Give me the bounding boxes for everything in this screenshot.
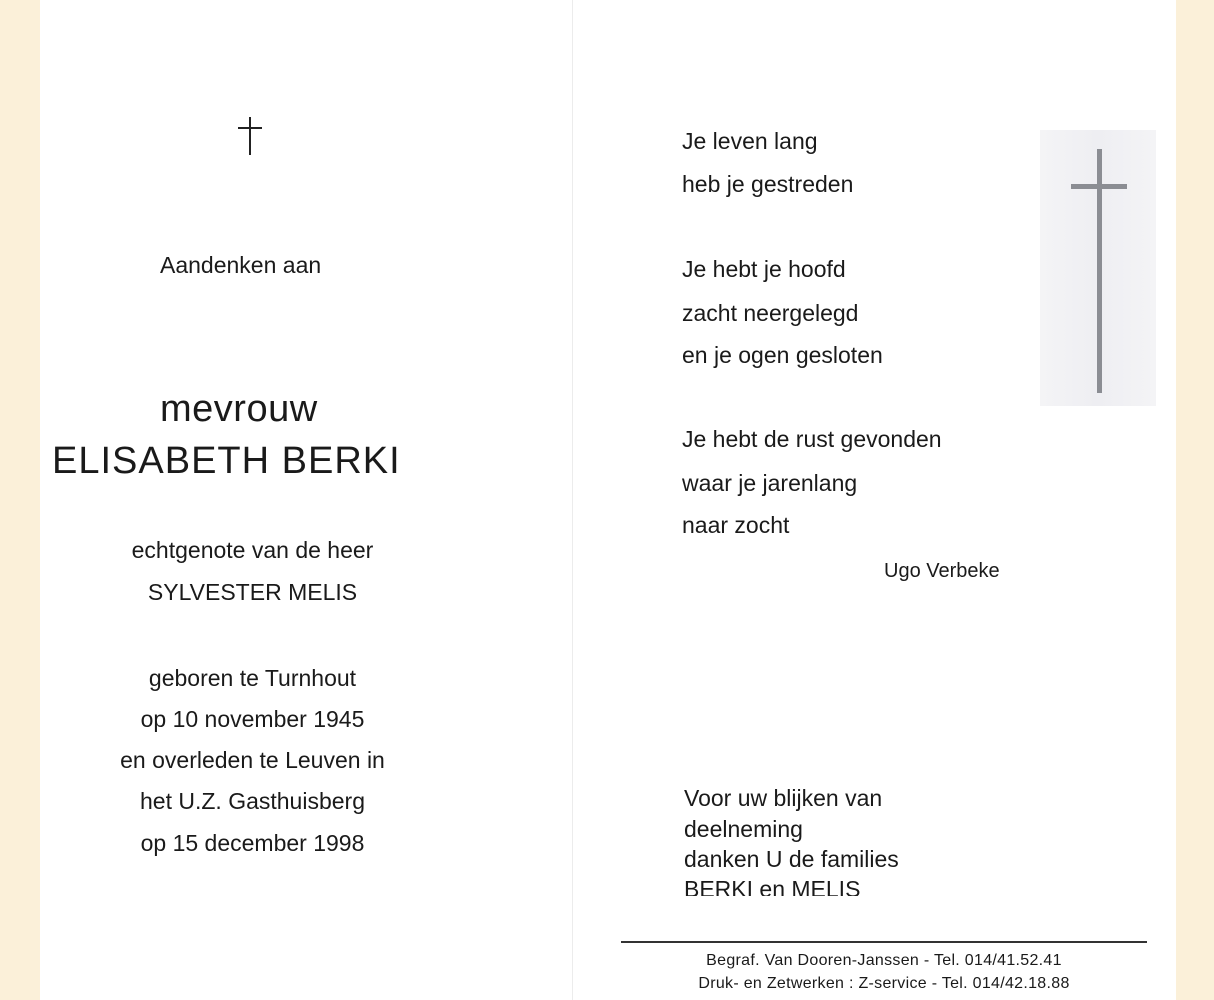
title-text: mevrouw xyxy=(160,388,318,430)
poem-line-5: en je ogen gesloten xyxy=(682,342,883,368)
card-fold-line xyxy=(572,0,573,1000)
birth-place: geboren te Turnhout xyxy=(148,665,357,691)
intro-text: Aandenken aan xyxy=(160,252,322,278)
poem-line-2: heb je gestreden xyxy=(682,171,854,197)
thanks-line-4: BERKI en MELIS xyxy=(684,876,861,896)
poem-line-4: zacht neergelegd xyxy=(682,300,859,326)
large-cross-icon xyxy=(1071,149,1127,393)
thanks-line-2: deelneming xyxy=(684,816,803,842)
poem-line-3: Je hebt je hoofd xyxy=(682,256,846,282)
poem-line-7: waar je jarenlang xyxy=(682,470,858,496)
thanks-line-3: danken U de families xyxy=(684,846,899,872)
spouse-name: SYLVESTER MELIS xyxy=(147,579,358,605)
death-date: op 15 december 1998 xyxy=(140,830,365,856)
footer-divider xyxy=(621,941,1147,943)
hospital: het U.Z. Gasthuisberg xyxy=(140,788,365,814)
footer-undertaker: Begraf. Van Dooren-Janssen - Tel. 014/41.52.41 xyxy=(706,952,1062,969)
poem-author: Ugo Verbeke xyxy=(884,560,1000,582)
death-place: en overleden te Leuven in xyxy=(120,747,385,773)
deceased-name: ELISABETH BERKI xyxy=(52,440,401,482)
thanks-line-1: Voor uw blijken van xyxy=(684,785,883,811)
spouse-line: echtgenote van de heer xyxy=(131,537,374,563)
birth-date: op 10 november 1945 xyxy=(140,706,365,732)
poem-line-1: Je leven lang xyxy=(682,128,818,154)
footer-printer: Druk- en Zetwerken : Z-service - Tel. 014/42.18.88 xyxy=(698,975,1070,992)
poem-line-8: naar zocht xyxy=(682,512,790,538)
poem-line-6: Je hebt de rust gevonden xyxy=(682,426,942,452)
small-cross-icon xyxy=(238,117,262,155)
